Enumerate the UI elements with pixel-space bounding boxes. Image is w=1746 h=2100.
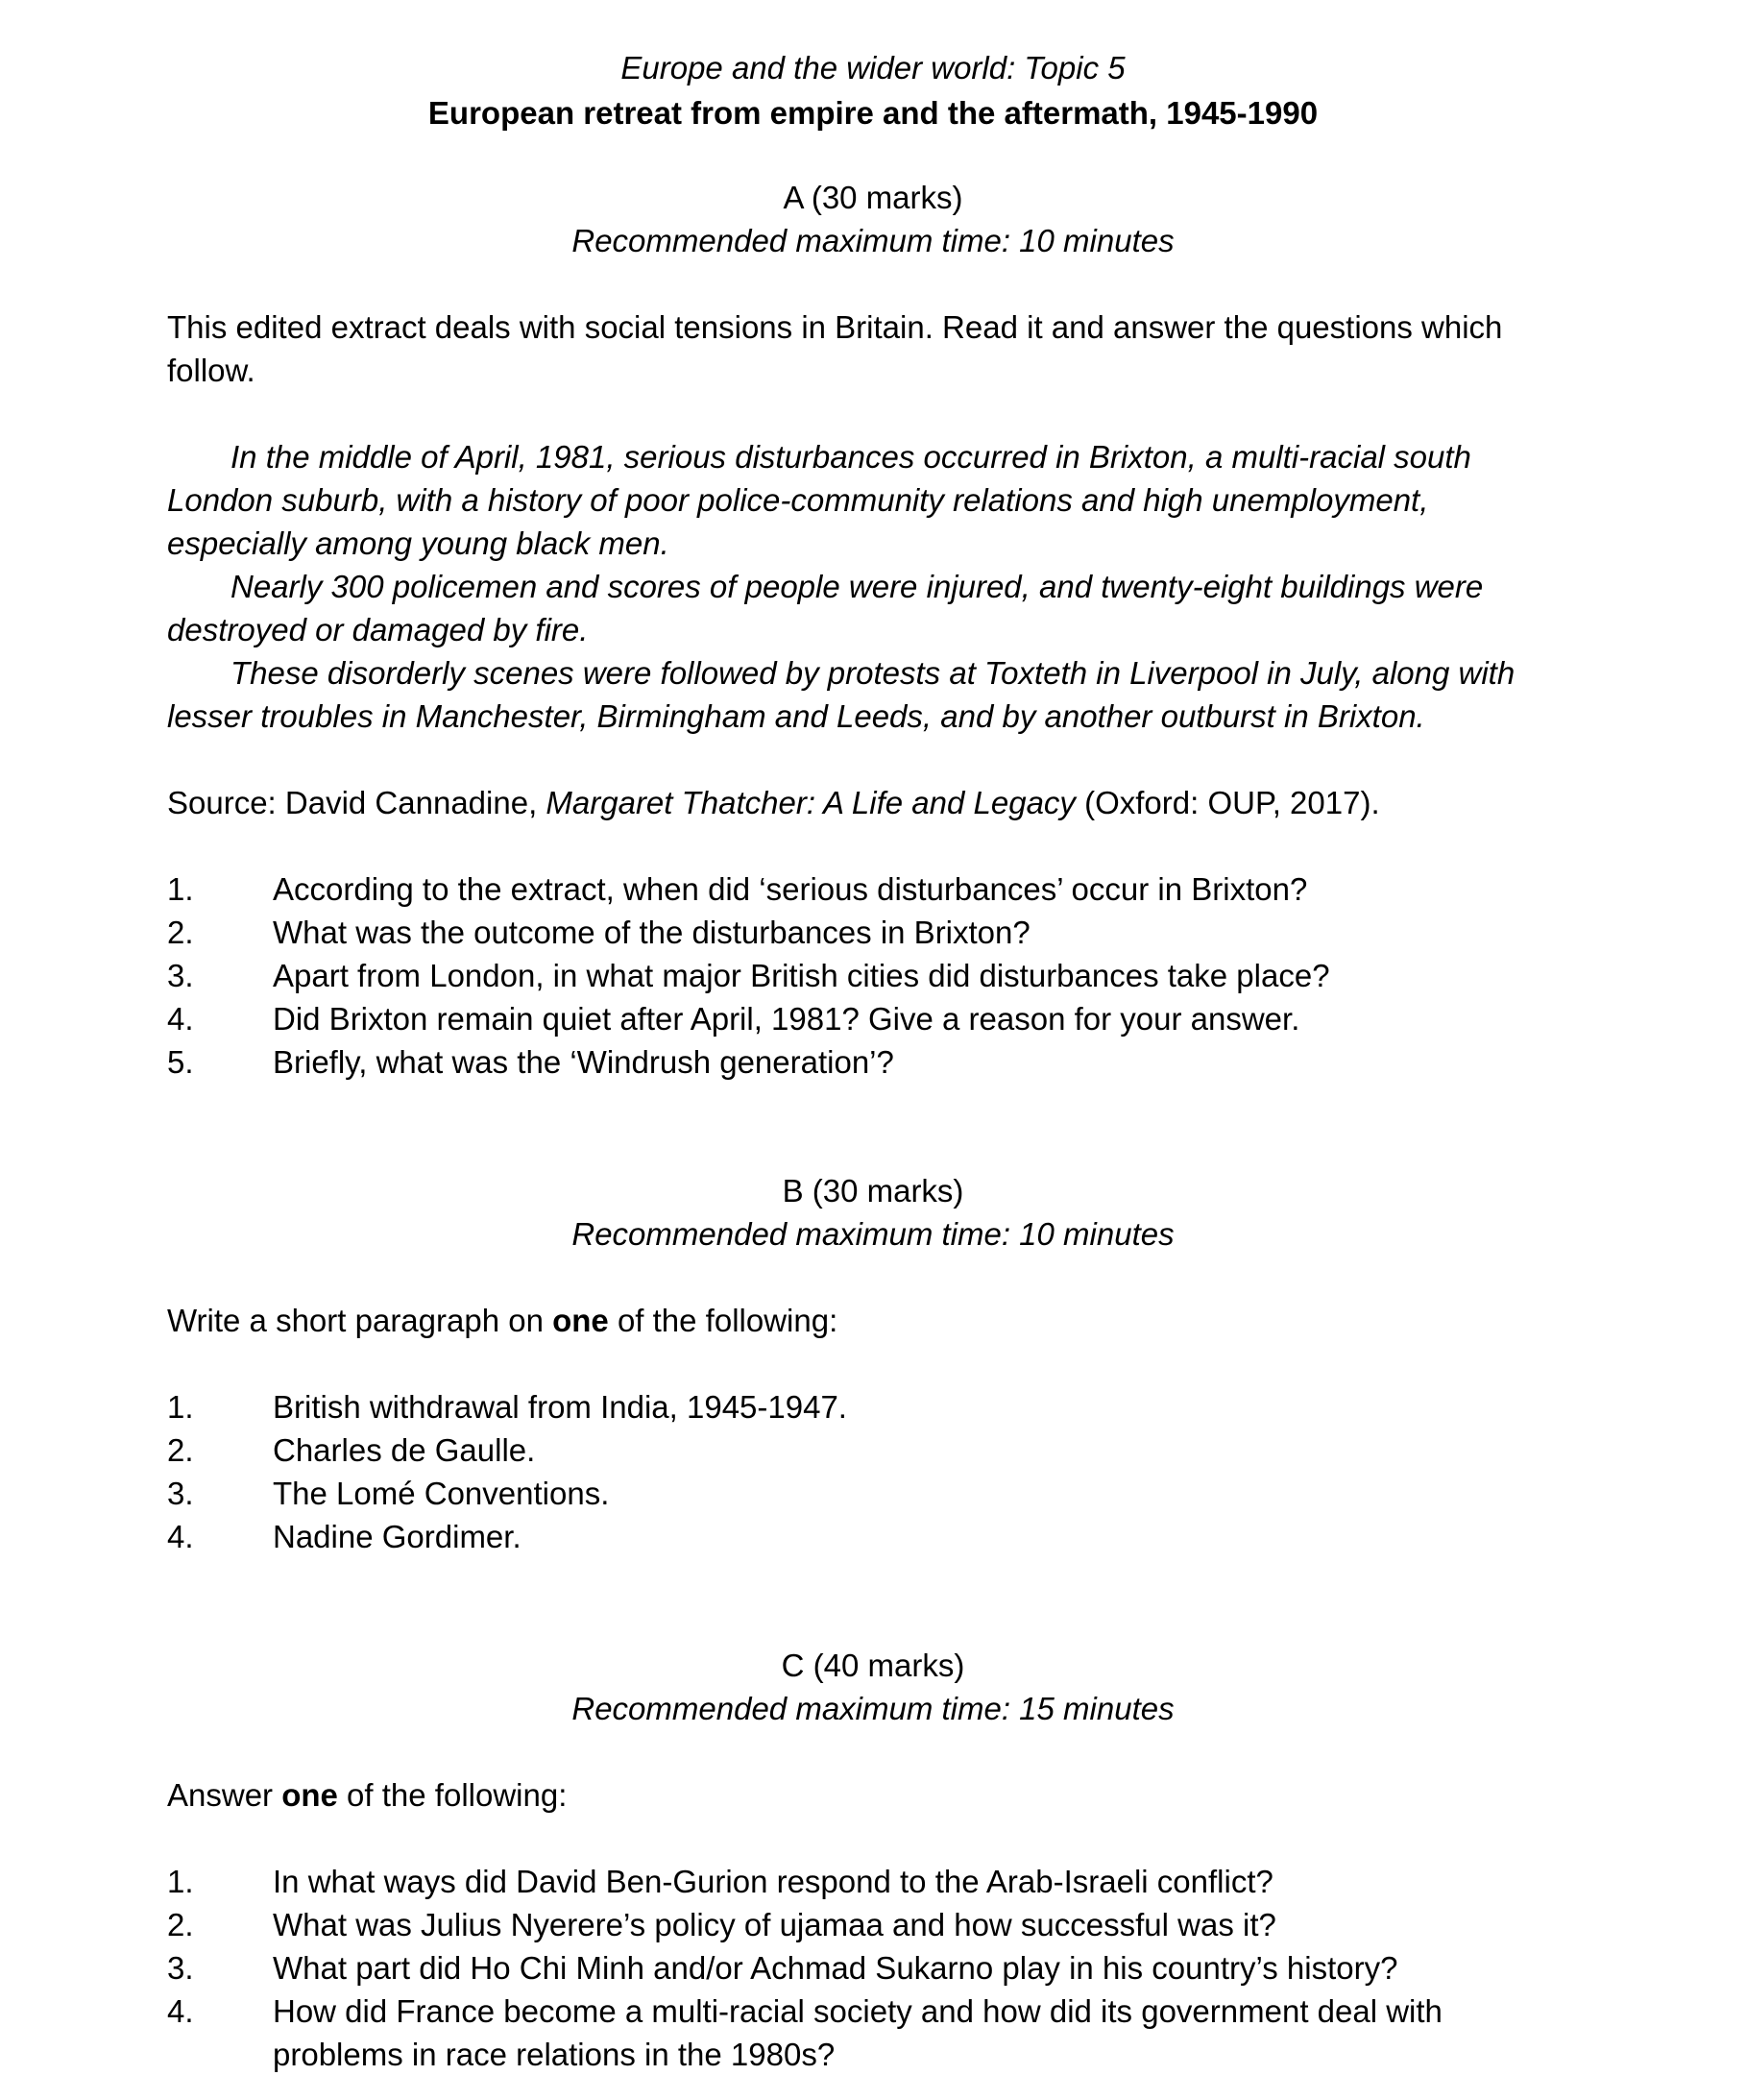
- extract-line: London suburb, with a history of poor police-community relations and high unemployment,: [167, 482, 1429, 518]
- section-c-intro: [167, 1773, 567, 1817]
- item-number: 2.: [167, 1432, 194, 1468]
- item-number: 1.: [167, 1389, 194, 1425]
- section-b-heading: B (30 marks): [782, 1173, 964, 1209]
- item-number: 3.: [167, 1950, 194, 1986]
- section-a-time: Recommended maximum time: 10 minutes: [571, 223, 1175, 258]
- intro-suffix: of the following:: [337, 1777, 568, 1813]
- intro-prefix: Answer: [167, 1777, 282, 1813]
- item-text: British withdrawal from India, 1945-1947.: [273, 1389, 847, 1425]
- question-number: 4.: [167, 1001, 194, 1037]
- item-text: What was Julius Nyerere’s policy of ujamaa and how successful was it?: [273, 1907, 1276, 1942]
- topic-heading: Europe and the wider world: Topic 5: [620, 50, 1126, 85]
- extract-line: especially among young black men.: [167, 525, 669, 561]
- question-number: 1.: [167, 871, 194, 907]
- page-title: European retreat from empire and the aftermath, 1945-1990: [427, 95, 1319, 131]
- item-number: 3.: [167, 1476, 194, 1511]
- section-b-intro: [167, 1299, 837, 1342]
- section-c-heading: C (40 marks): [781, 1648, 965, 1683]
- section-c-time: Recommended maximum time: 15 minutes: [571, 1691, 1175, 1726]
- question-number: 5.: [167, 1044, 194, 1080]
- item-number: 1.: [167, 1864, 194, 1899]
- question-number: 3.: [167, 958, 194, 993]
- section-a-heading: A (30 marks): [783, 180, 963, 215]
- extract-line: destroyed or damaged by fire.: [167, 612, 589, 647]
- section-a-intro-line2: follow.: [167, 353, 255, 388]
- intro-emphasis: one: [552, 1303, 609, 1338]
- source-title: Margaret Thatcher: A Life and Legacy: [546, 785, 1076, 820]
- question-text: According to the extract, when did ‘serious disturbances’ occur in Brixton?: [273, 871, 1308, 907]
- item-number: 2.: [167, 1907, 194, 1942]
- item-text: Nadine Gordimer.: [273, 1519, 521, 1554]
- source-citation: [167, 781, 1380, 824]
- source-suffix: (Oxford: OUP, 2017).: [1075, 785, 1380, 820]
- section-b-time: Recommended maximum time: 10 minutes: [571, 1216, 1175, 1252]
- item-text: In what ways did David Ben-Gurion respond to the Arab-Israeli conflict?: [273, 1864, 1273, 1899]
- section-a-intro-line1: This edited extract deals with social tensions in Britain. Read it and answer the questions which: [167, 309, 1503, 345]
- extract-line: Nearly 300 policemen and scores of people were injured, and twenty-eight buildings were: [230, 569, 1484, 604]
- question-text: What was the outcome of the disturbances in Brixton?: [273, 915, 1031, 950]
- item-number: 4.: [167, 1519, 194, 1554]
- item-number: 4.: [167, 1993, 194, 2029]
- intro-suffix: of the following:: [608, 1303, 838, 1338]
- question-text: Briefly, what was the ‘Windrush generation’?: [273, 1044, 894, 1080]
- item-text: What part did Ho Chi Minh and/or Achmad Sukarno play in his country’s history?: [273, 1950, 1398, 1986]
- intro-emphasis: one: [281, 1777, 338, 1813]
- extract-line: These disorderly scenes were followed by protests at Toxteth in Liverpool in July, along with: [230, 655, 1516, 691]
- question-number: 2.: [167, 915, 194, 950]
- question-text: Did Brixton remain quiet after April, 1981? Give a reason for your answer.: [273, 1001, 1300, 1037]
- item-text: The Lomé Conventions.: [273, 1476, 610, 1511]
- intro-prefix: Write a short paragraph on: [167, 1303, 553, 1338]
- question-text: Apart from London, in what major British cities did disturbances take place?: [273, 958, 1330, 993]
- item-text: How did France become a multi-racial society and how did its government deal with: [273, 1993, 1443, 2029]
- source-prefix: Source: David Cannadine,: [167, 785, 546, 820]
- extract-line: In the middle of April, 1981, serious disturbances occurred in Brixton, a multi-racial south: [230, 439, 1471, 475]
- item-text: Charles de Gaulle.: [273, 1432, 536, 1468]
- item-text-continuation: problems in race relations in the 1980s?: [273, 2037, 836, 2072]
- extract-line: lesser troubles in Manchester, Birmingham and Leeds, and by another outburst in Brixton.: [167, 698, 1425, 734]
